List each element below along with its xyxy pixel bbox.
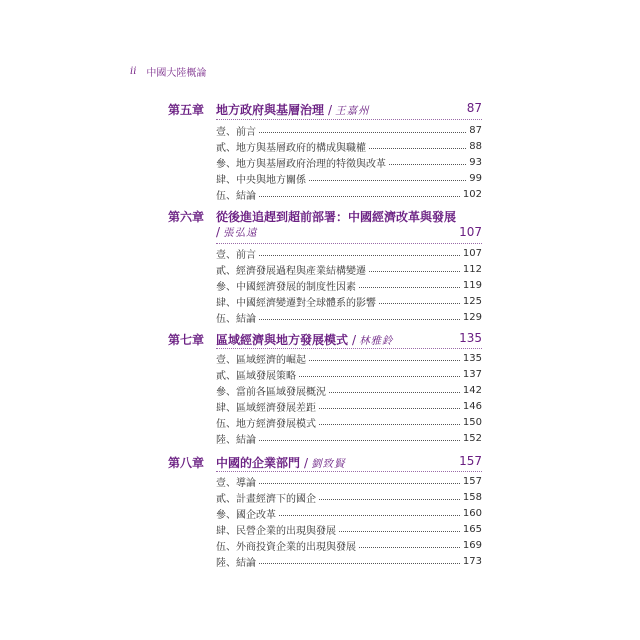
- dot-leader: [259, 483, 460, 484]
- entry-page: 152: [462, 432, 482, 444]
- chapter-page: 87: [466, 101, 482, 115]
- chapter-title: 中國的企業部門: [216, 456, 301, 470]
- entry-label: 壹、前言: [216, 126, 256, 138]
- dot-leader: [339, 531, 460, 532]
- entry-page: 137: [462, 368, 482, 380]
- entry-label: 壹、導論: [216, 477, 256, 489]
- chapter-number: 第六章: [168, 210, 205, 224]
- chapter-title: 從後進追趕到超前部署：中國經濟改革與發展: [216, 210, 457, 224]
- dot-leader: [329, 392, 460, 393]
- chapter-number: 第七章: [168, 333, 205, 347]
- entry-label: 陸、結論: [216, 557, 256, 569]
- chapter-page: 107: [459, 225, 482, 239]
- dot-leader: [259, 440, 460, 441]
- chapter-rule: [216, 119, 482, 120]
- toc-entry: [216, 366, 482, 382]
- chapter-author: 王嘉州: [335, 105, 370, 117]
- chapter-page: 157: [459, 454, 482, 468]
- toc-entry: [216, 186, 482, 202]
- chapter-number: 第八章: [168, 456, 205, 470]
- toc-entry: [216, 277, 482, 293]
- entry-label: 貳、區域發展策略: [216, 370, 296, 382]
- entry-page: 169: [462, 539, 482, 551]
- chapter-author: 林雅鈴: [359, 335, 394, 347]
- chapter-heading: [168, 208, 482, 225]
- chapter-author: 張弘遠: [223, 227, 258, 239]
- dot-leader: [299, 376, 460, 377]
- chapter-page: 135: [459, 331, 482, 345]
- entry-label: 陸、結論: [216, 434, 256, 446]
- entry-page: 119: [462, 279, 482, 291]
- entry-page: 173: [462, 555, 482, 567]
- dot-leader: [369, 148, 466, 149]
- entry-label: 參、地方與基層政府治理的特徵與改革: [216, 158, 386, 170]
- toc-entry: [216, 293, 482, 309]
- toc-entry: [216, 414, 482, 430]
- entry-page: 112: [462, 263, 482, 275]
- entry-page: 158: [462, 491, 482, 503]
- chapter-heading: 第七章 區域經濟與地方發展模式 / 林雅鈴 135: [168, 331, 482, 347]
- entry-page: 107: [462, 247, 482, 259]
- dot-leader: [309, 180, 466, 181]
- dot-leader: [359, 287, 460, 288]
- chapter-rule: [216, 471, 482, 472]
- entry-label: 伍、結論: [216, 190, 256, 202]
- toc-entry: [216, 537, 482, 553]
- toc-entry: [216, 170, 482, 186]
- dot-leader: [279, 515, 460, 516]
- dot-leader: [259, 563, 460, 564]
- toc-entry: [216, 473, 482, 489]
- entry-page: 99: [469, 172, 482, 184]
- entry-page: 129: [462, 311, 482, 323]
- entry-label: 貳、計畫經濟下的國企: [216, 493, 316, 505]
- entry-label: 貳、地方與基層政府的構成與職權: [216, 142, 366, 154]
- dot-leader: [379, 303, 460, 304]
- chapter-heading-line2: / 張弘遠 107: [216, 225, 482, 239]
- entry-page: 150: [462, 416, 482, 428]
- entry-page: 93: [469, 156, 482, 168]
- toc-entry: [216, 154, 482, 170]
- entry-page: 142: [462, 384, 482, 396]
- entry-label: 參、國企改革: [216, 509, 276, 521]
- entry-page: 135: [462, 352, 482, 364]
- dot-leader: [259, 319, 460, 320]
- toc-entry: [216, 430, 482, 446]
- entry-page: 157: [462, 475, 482, 487]
- entry-page: 146: [462, 400, 482, 412]
- dot-leader: [319, 499, 460, 500]
- toc-entry: [216, 309, 482, 325]
- entry-page: 102: [462, 188, 482, 200]
- toc-entry: [216, 122, 482, 138]
- toc-entry: [216, 553, 482, 569]
- chapter-title: 地方政府與基層治理: [216, 103, 325, 117]
- toc-entry: [216, 350, 482, 366]
- chapter-rule: [216, 348, 482, 349]
- dot-leader: [259, 255, 460, 256]
- entry-label: 肆、民營企業的出現與發展: [216, 525, 336, 537]
- toc-entry: [216, 505, 482, 521]
- chapter-rule: [216, 243, 482, 244]
- dot-leader: [259, 132, 466, 133]
- entry-page: 87: [469, 124, 482, 136]
- chapter-number: 第五章: [168, 103, 205, 117]
- entry-label: 肆、中央與地方關係: [216, 174, 306, 186]
- entry-label: 參、中國經濟發展的制度性因素: [216, 281, 356, 293]
- toc-entry: [216, 398, 482, 414]
- toc-entry: [216, 138, 482, 154]
- toc-entry: [216, 521, 482, 537]
- entry-label: 伍、結論: [216, 313, 256, 325]
- dot-leader: [309, 360, 460, 361]
- book-title: 中國大陸概論: [146, 68, 207, 79]
- dot-leader: [319, 424, 460, 425]
- entry-label: 肆、區域經濟發展差距: [216, 402, 316, 414]
- entry-page: 165: [462, 523, 482, 535]
- entry-label: 肆、中國經濟變遷對全球體系的影響: [216, 297, 376, 309]
- entry-page: 88: [469, 140, 482, 152]
- entry-page: 125: [462, 295, 482, 307]
- entry-label: 參、當前各區域發展概況: [216, 386, 326, 398]
- toc-entry: [216, 489, 482, 505]
- entry-page: 160: [462, 507, 482, 519]
- chapter-heading: 第五章 地方政府與基層治理 / 王嘉州 87: [168, 101, 482, 117]
- dot-leader: [259, 196, 460, 197]
- dot-leader: [319, 408, 460, 409]
- dot-leader: [389, 164, 466, 165]
- dot-leader: [359, 547, 460, 548]
- entry-label: 壹、前言: [216, 249, 256, 261]
- toc-entry: [216, 261, 482, 277]
- toc-entry: [216, 245, 482, 261]
- chapter-heading: 第八章 中國的企業部門 / 劉致賢 157: [168, 454, 482, 470]
- entry-label: 壹、區域經濟的崛起: [216, 354, 306, 366]
- dot-leader: [369, 271, 460, 272]
- chapter-author: 劉致賢: [311, 458, 346, 470]
- page-number: ii: [130, 66, 137, 77]
- toc-entry: [216, 382, 482, 398]
- chapter-title: 區域經濟與地方發展模式: [216, 333, 349, 347]
- entry-label: 伍、地方經濟發展模式: [216, 418, 316, 430]
- entry-label: 伍、外商投資企業的出現與發展: [216, 541, 356, 553]
- entry-label: 貳、經濟發展過程與產業結構變遷: [216, 265, 366, 277]
